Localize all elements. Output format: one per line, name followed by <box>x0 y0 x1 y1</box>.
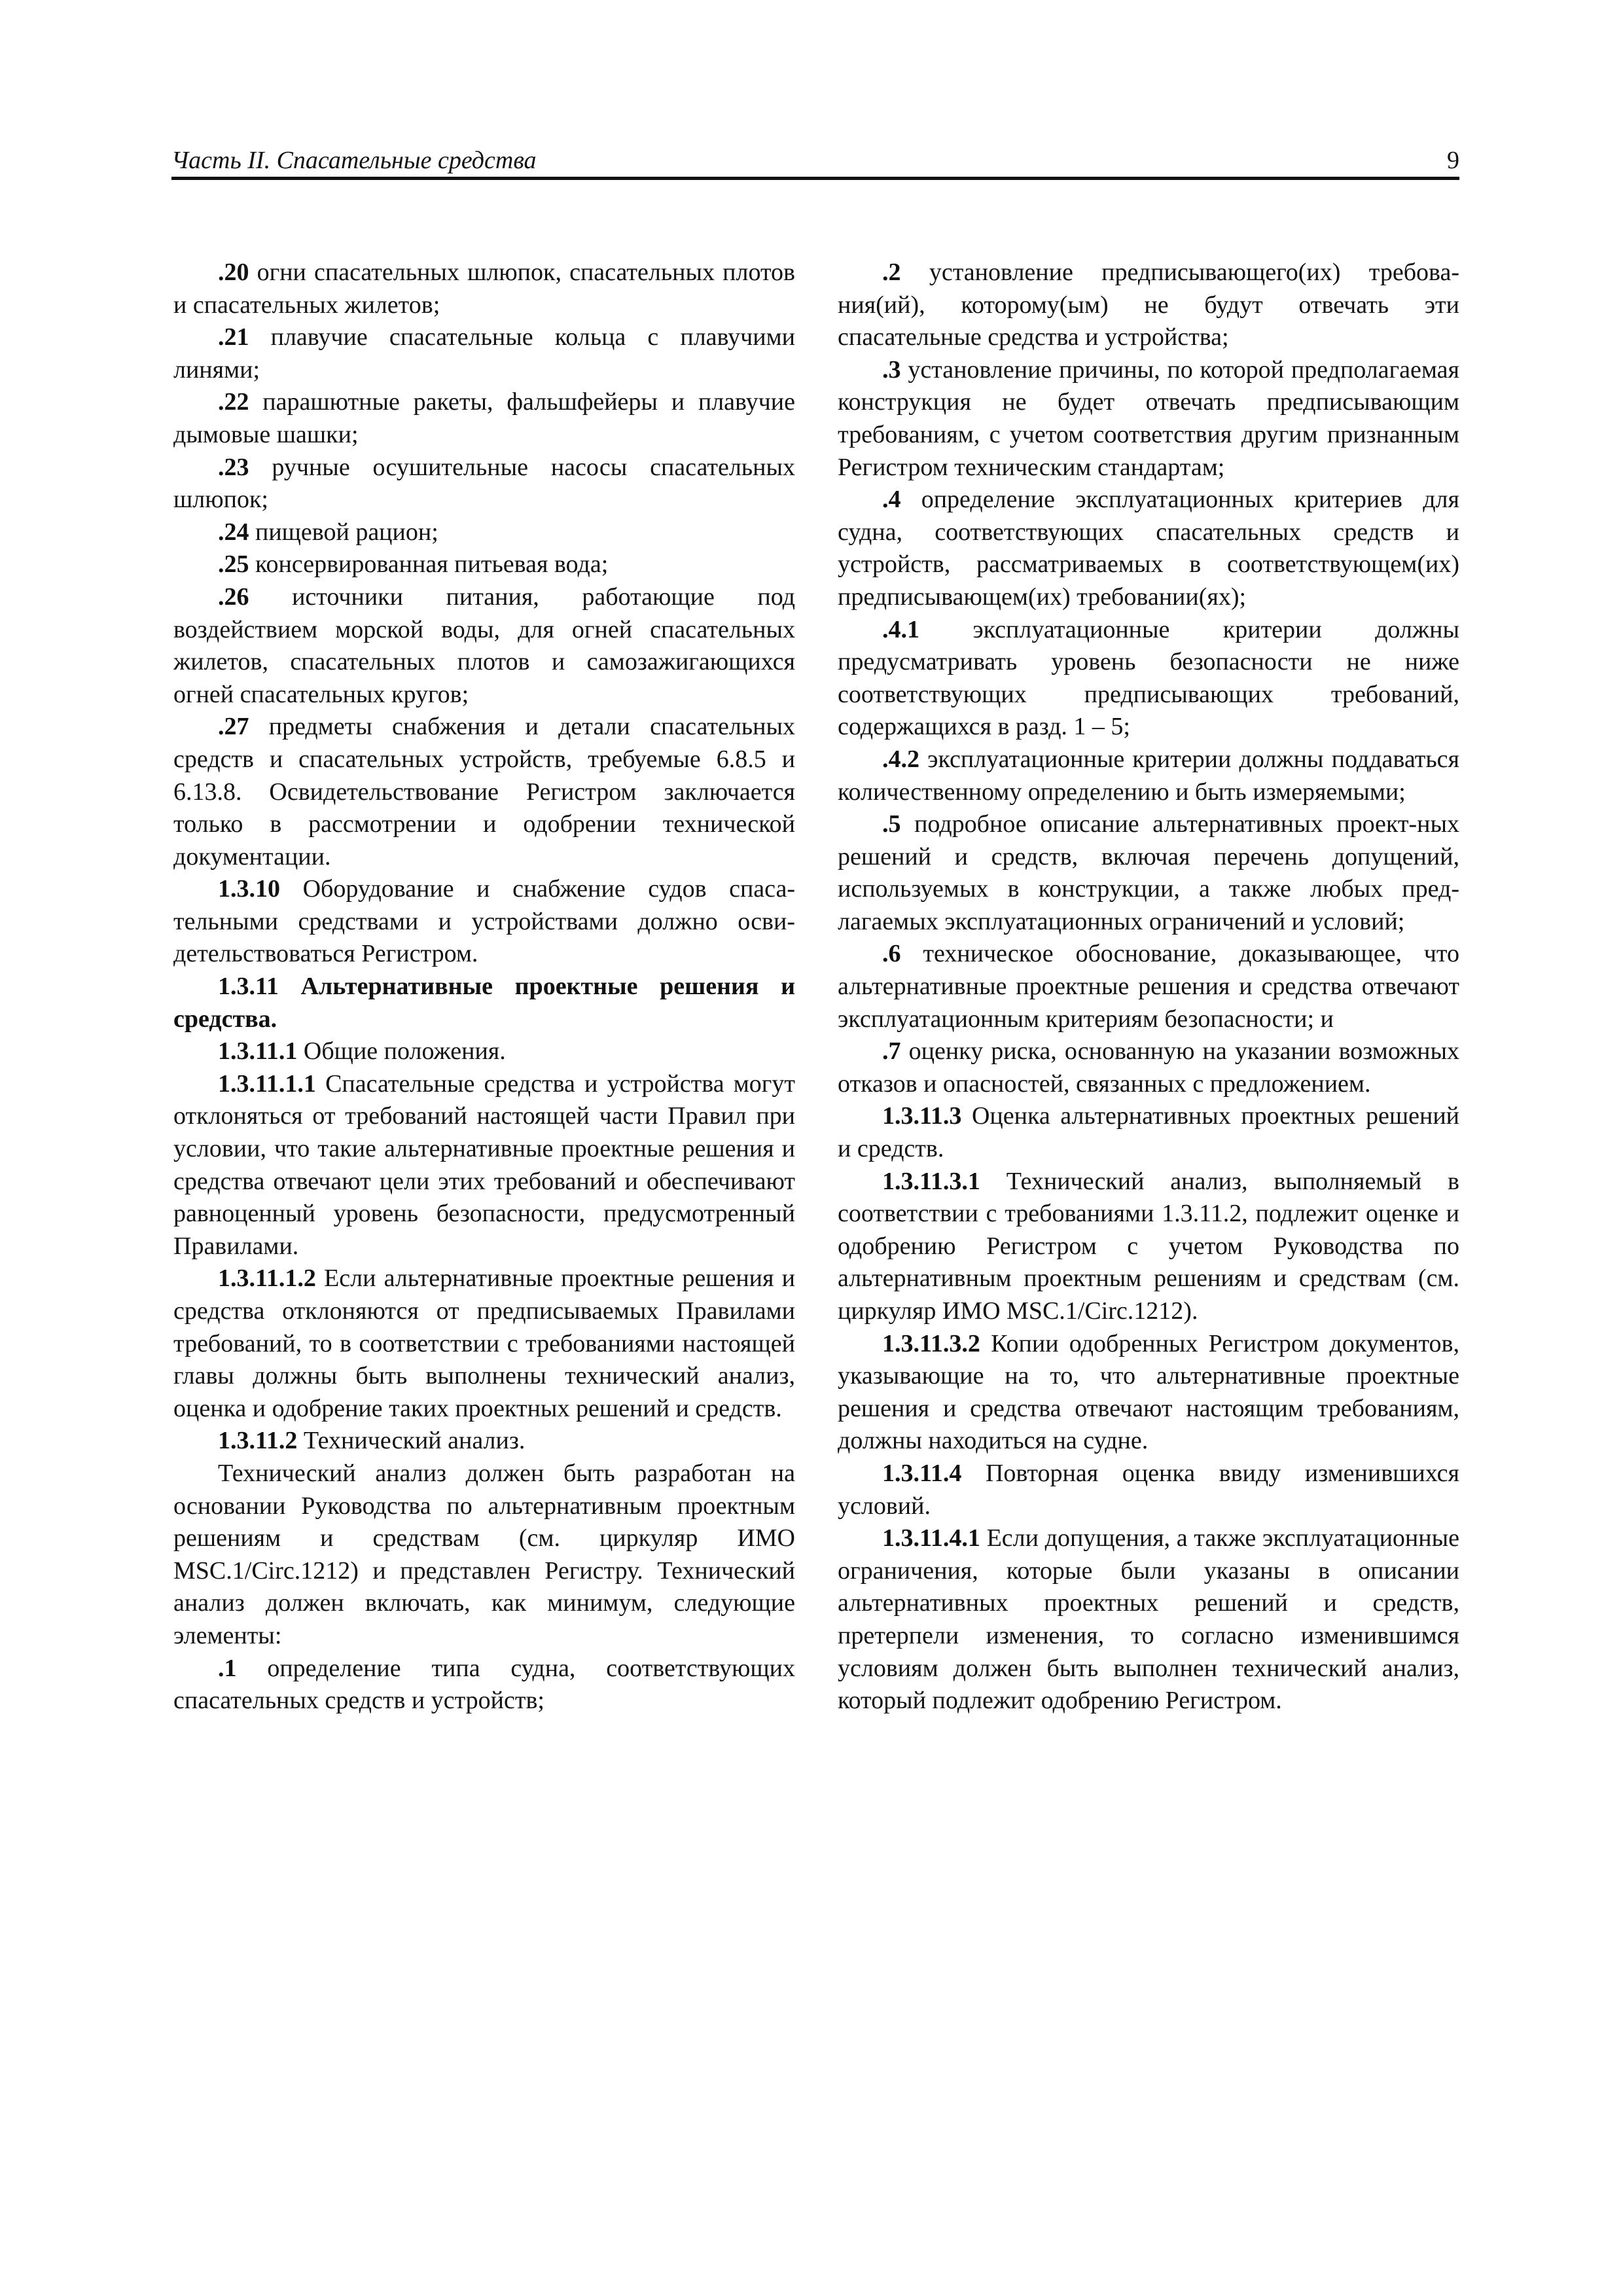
paragraph-text: установление причины, по которой предполагаемая конструкция не будет отвечать предписывающим требованиям, с учетом соответствия другим признанным Регистром техническим стандартам; <box>838 355 1459 481</box>
paragraph-text: предметы снабжения и детали спасательных средств и спасательных устройств, требуемые 6.8.5 и 6.13.8. Освидетельствование Регистром заключается только в рассмотрении и одобрении технической документации. <box>173 713 795 870</box>
clause-number: .4.2 <box>882 745 919 773</box>
paragraph <box>838 938 1459 1035</box>
paragraph-text: ручные осушительные насосы спасательных шлюпок; <box>173 453 795 514</box>
clause-number: .27 <box>218 713 249 741</box>
header-title: Часть II. Спасательные средства <box>171 147 537 174</box>
paragraph-text: Оценка альтернативных проектных решений и средств. <box>838 1102 1459 1163</box>
clause-number: .20 <box>218 259 249 286</box>
paragraph <box>173 1068 795 1263</box>
paragraph-text: подробное описание альтернативных проект-ных решений и средств, включая перечень допущений, используемых в конструкции, а также любых предлагаемых эксплуатационных ограничений и условий; <box>838 810 1459 935</box>
paragraph <box>173 581 795 711</box>
paragraph <box>173 1425 795 1458</box>
paragraph <box>838 744 1459 808</box>
clause-number: .23 <box>218 453 249 481</box>
paragraph <box>173 452 795 516</box>
paragraph-text: плавучие спасательные кольца с плавучими линями; <box>173 323 795 384</box>
paragraph-text: консервированная питьевая вода; <box>249 550 609 579</box>
paragraph-text: Технический анализ, выполняемый в соответствии с требованиями 1.3.11.2, подлежит оценке и одобрению Регистром с учетом Руководства по альтернативным проектным решениям и средствам (см. циркуляр ИМО MSC.1/Circ.1212). <box>838 1167 1459 1325</box>
paragraph-text: Общие положения. <box>297 1037 506 1066</box>
paragraph <box>173 1653 795 1717</box>
paragraph-text: Спасательные средства и устройства могут отклоняться от требований настоящей части Правил при условии, что такие альтернативные проектные решения и средства отвечают цели этих требований и обеспечивают равноценный уровень безопасности, предусмотренный Правилами. <box>173 1069 795 1260</box>
paragraph <box>838 1458 1459 1522</box>
paragraph <box>173 548 795 581</box>
paragraph <box>838 614 1459 744</box>
paragraph-text: Если альтернативные проектные решения и средства отклоняются от предписываемых Правилами требований, то в соответствии с требованиями настоящей главы должны быть выполнены технический анализ, оценка и одобрение таких проектных решений и средств. <box>173 1265 795 1422</box>
paragraph-text: парашютные ракеты, фальшфейеры и плавучие дымовые шашки; <box>173 388 795 448</box>
clause-number: .4.1 <box>882 615 919 643</box>
paragraph <box>838 1522 1459 1717</box>
paragraph <box>838 1328 1459 1458</box>
clause-number: 1.3.11.3.2 <box>882 1329 980 1357</box>
paragraph-text: определение эксплуатационных критериев для судна, соответствующих спасательных средств и устройств, рассматриваемых в соответствующем(их) предписывающем(их) требовании(ях); <box>838 486 1459 611</box>
paragraph <box>838 1100 1459 1165</box>
clause-number: 1.3.11 <box>218 973 279 1001</box>
paragraph-text: техническое обоснование, доказывающее, что альтернативные проектные решения и средства отвечают эксплуатационным критериям безопасности; и <box>838 940 1459 1033</box>
paragraph <box>173 386 795 451</box>
paragraph <box>173 321 795 386</box>
paragraph <box>838 1166 1459 1328</box>
paragraph-text: Технический анализ. <box>297 1427 526 1455</box>
clause-number: .2 <box>882 259 901 286</box>
clause-number: .5 <box>882 810 901 838</box>
paragraph <box>173 516 795 549</box>
right-column <box>838 257 1459 1717</box>
clause-number: 1.3.10 <box>218 875 280 903</box>
page-number: 9 <box>1447 147 1459 174</box>
clause-number: .21 <box>218 323 249 351</box>
paragraph-text: Копии одобренных Регистром документов, указывающие на то, что альтернативные проектные решения и средства отвечают настоящим требованиям, должны находиться на судне. <box>838 1329 1459 1455</box>
paragraph <box>173 711 795 873</box>
paragraph-text: Оборудование и снабжение судов спасательными средствами и устройствами должно освидетельствоваться Регистром. <box>173 875 795 968</box>
paragraph <box>173 873 795 971</box>
clause-number: .24 <box>218 518 249 546</box>
paragraph-text: Технический анализ должен быть разработан на основании Руководства по альтернативным проектным решениям и средствам (см. циркуляр ИМО MSC.1/Circ.1212) и представлен Регистру. Технический анализ должен включать, как минимум, следующие элементы: <box>173 1459 795 1649</box>
clause-number: 1.3.11.2 <box>218 1427 298 1455</box>
clause-number: 1.3.11.4.1 <box>882 1524 980 1552</box>
paragraph-text: оценку риска, основанную на указании возможных отказов и опасностей, связанных с предложением. <box>838 1037 1459 1098</box>
paragraph <box>838 808 1459 938</box>
clause-number: 1.3.11.3.1 <box>882 1167 980 1195</box>
clause-number: 1.3.11.3 <box>882 1102 962 1130</box>
paragraph-text: эксплуатационные критерии должны поддаваться количественному определению и быть измеряемыми; <box>838 745 1459 806</box>
clause-number: 1.3.11.1 <box>218 1037 298 1066</box>
paragraph <box>173 971 795 1035</box>
paragraph-text: пищевой рацион; <box>249 518 438 546</box>
paragraph <box>173 1263 795 1425</box>
paragraph-text: Повторная оценка ввиду изменившихся условий. <box>838 1459 1459 1520</box>
paragraph-text: Если допущения, а также эксплуатационные ограничения, которые были указаны в описании альтернативных проектных решений и средств, претерпели изменения, то согласно изменившимся условиям должен быть выполнен технический анализ, который подлежит одобрению Регистром. <box>838 1524 1459 1715</box>
left-column <box>173 257 795 1717</box>
paragraph-text: Альтернативные проектные решения и средства. <box>173 973 795 1033</box>
clause-number: .26 <box>218 583 249 611</box>
clause-number: 1.3.11.1.1 <box>218 1069 316 1098</box>
paragraph <box>838 257 1459 354</box>
clause-number: .4 <box>882 486 901 514</box>
paragraph <box>173 1458 795 1653</box>
clause-number: .3 <box>882 355 901 384</box>
clause-number: .22 <box>218 388 249 416</box>
clause-number: .25 <box>218 550 249 579</box>
paragraph <box>173 1035 795 1068</box>
clause-number: .7 <box>882 1037 901 1066</box>
paragraph-text: источники питания, работающие под воздействием морской воды, для огней спасательных жилетов, спасательных плотов и самозажигающихся огней спасательных кругов; <box>173 583 795 708</box>
paragraph-text: эксплуатационные критерии должны предусматривать уровень безопасности не ниже соответствующих предписывающих требований, содержащихся в разд. 1 – 5; <box>838 615 1459 741</box>
paragraph <box>838 484 1459 613</box>
paragraph <box>838 1035 1459 1100</box>
paragraph <box>173 257 795 321</box>
paragraph-text: огни спасательных шлюпок, спасательных плотов и спасательных жилетов; <box>173 259 795 319</box>
running-header <box>171 145 1459 180</box>
paragraph-text: установление предписывающего(их) требования(ий), которому(ым) не будут отвечать эти спасательные средства и устройства; <box>838 259 1459 351</box>
clause-number: 1.3.11.1.2 <box>218 1265 316 1293</box>
paragraph <box>838 354 1459 484</box>
paragraph-text: определение типа судна, соответствующих спасательных средств и устройств; <box>173 1654 795 1715</box>
clause-number: 1.3.11.4 <box>882 1459 962 1487</box>
clause-number: .1 <box>218 1654 237 1682</box>
clause-number: .6 <box>882 940 901 968</box>
